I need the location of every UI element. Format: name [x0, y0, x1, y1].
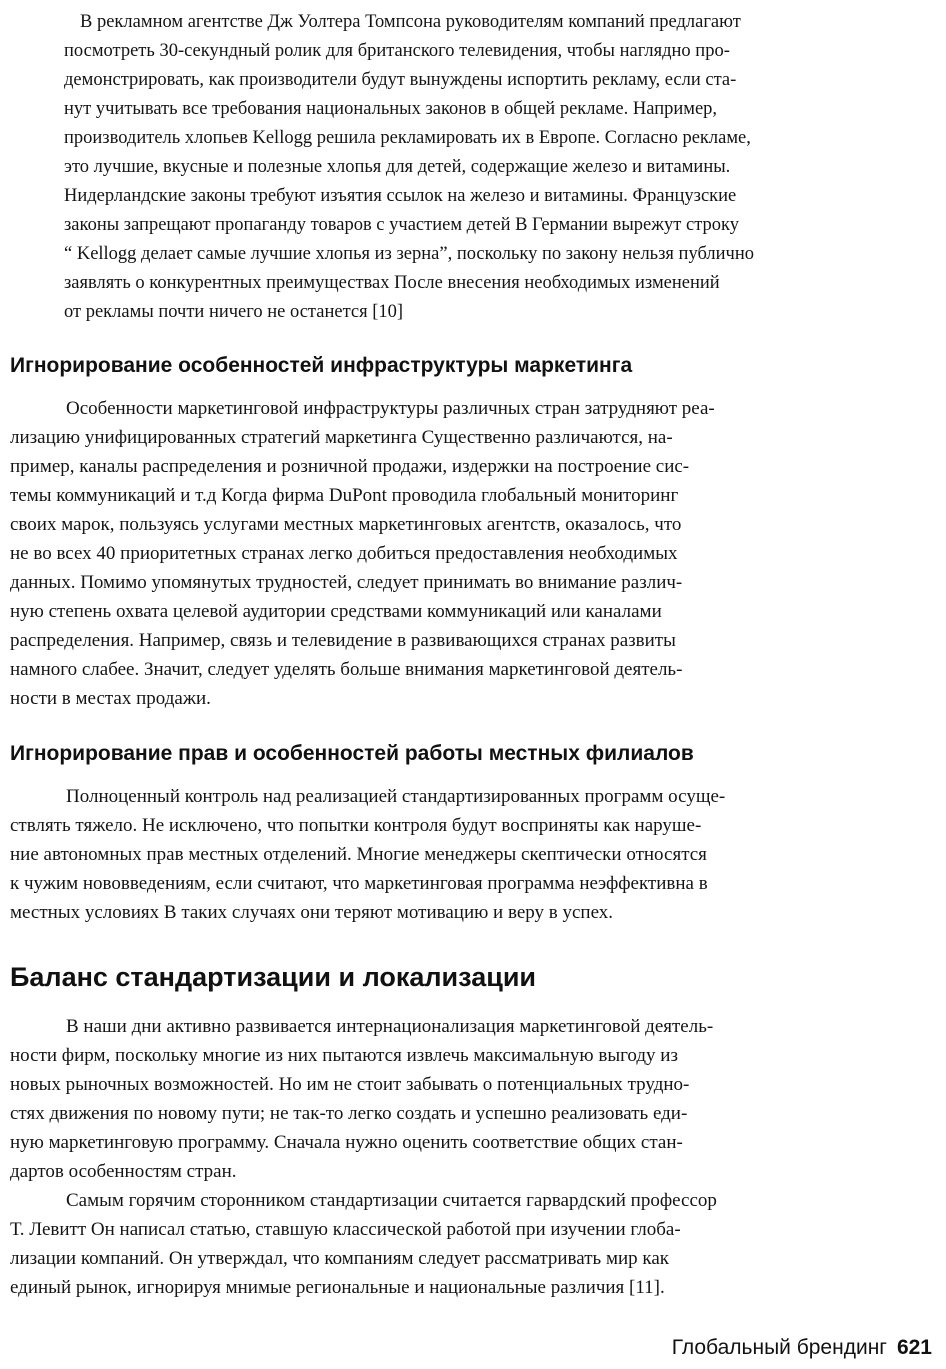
body-line: лизацию унифицированных стратегий маркетинга Существенно различаются, на- [10, 427, 673, 448]
box-line: это лучшие, вкусные и полезные хлопья для детей, содержащие железо и витамины. [64, 157, 731, 177]
box-line: от рекламы почти ничего не останется [10] [64, 302, 404, 322]
body-line: Самым горячим сторонником стандартизации считается гарвардский профессор [66, 1190, 717, 1211]
chapter-heading-balance: Баланс стандартизации и локализации [10, 962, 537, 992]
body-line: ную маркетинговую программу. Сначала нужно оценить соответствие общих стан- [10, 1132, 683, 1153]
body-line: Полноценный контроль над реализацией стандартизированных программ осуще- [66, 786, 726, 807]
body-line: стях движения по новому пути; не так-то легко создать и успешно реализовать еди- [10, 1103, 688, 1124]
box-line: производитель хлопьев Kellogg решила рекламировать их в Европе. Согласно рекламе, [64, 128, 751, 148]
body-line: ную степень охвата целевой аудитории средствами коммуникаций или каналами [10, 601, 662, 622]
body-line: ности фирм, поскольку многие из них пытаются извлечь максимальную выгоду из [10, 1045, 678, 1066]
body-line: новых рыночных возможностей. Но им не стоит забывать о потенциальных трудно- [10, 1074, 690, 1095]
body-line: не во всех 40 приоритетных странах легко добиться предоставления необходимых [10, 543, 678, 564]
box-line: законы запрещают пропаганду товаров с участием детей В Германии вырежут строку [64, 215, 740, 235]
page-footer [672, 1334, 932, 1362]
body-line: единый рынок, игнорируя мнимые региональные и национальные различия [11]. [10, 1277, 665, 1298]
body-line: Т. Левитт Он написал статью, ставшую классической работой при изучении глоба- [10, 1219, 681, 1240]
box-line: нут учитывать все требования национальных законов в общей рекламе. Например, [64, 99, 718, 119]
section-heading-local-branches: Игнорирование прав и особенностей работы местных филиалов [10, 742, 694, 765]
body-line: лизации компаний. Он утверждал, что компаниям следует рассматривать мир как [10, 1248, 669, 1269]
box-line: заявлять о конкурентных преимуществах После внесения необходимых изменений [64, 273, 720, 293]
running-title: Глобальный брендинг [671, 1336, 887, 1359]
box-line: В рекламном агентстве Дж Уолтера Томпсона руководителям компаний предлагают [80, 12, 741, 32]
body-line: Особенности маркетинговой инфраструктуры различных стран затрудняют реа- [66, 398, 715, 419]
body-line: местных условиях В таких случаях они теряют мотивацию и веру в успех. [10, 902, 614, 923]
box-line: посмотреть 30-секундный ролик для британского телевидения, чтобы наглядно про- [64, 41, 730, 61]
body-line: данных. Помимо упомянутых трудностей, следует принимать во внимание различ- [10, 572, 683, 593]
body-line: своих марок, пользуясь услугами местных маркетинговых агентств, оказалось, что [10, 514, 682, 535]
page-number: 621 [896, 1336, 932, 1359]
box-line: демонстрировать, как производители будут вынуждены испортить рекламу, если ста- [64, 70, 737, 90]
body-line: распределения. Например, связь и телевидение в развивающихся странах развиты [10, 630, 676, 651]
box-line: “ Kellogg делает самые лучшие хлопья из зерна”, поскольку по закону нельзя публично [64, 244, 755, 264]
body-line: ние автономных прав местных отделений. Многие менеджеры скептически относятся [10, 844, 707, 865]
body-line: В наши дни активно развивается интернационализация маркетинговой деятель- [66, 1016, 714, 1037]
body-line: темы коммуникаций и т.д Когда фирма DuPont проводила глобальный мониторинг [10, 485, 679, 506]
body-line: дартов особенностям стран. [10, 1161, 237, 1182]
body-line: к чужим нововведениям, если считают, что маркетинговая программа неэффективна в [10, 873, 708, 894]
body-line: намного слабее. Значит, следует уделять больше внимания маркетинговой деятель- [10, 659, 683, 680]
box-line: Нидерландские законы требуют изъятия ссылок на железо и витамины. Французские [64, 186, 737, 206]
body-line: ности в местах продажи. [10, 688, 211, 709]
section-heading-infrastructure: Игнорирование особенностей инфраструктуры маркетинга [10, 354, 633, 377]
body-line: ствлять тяжело. Не исключено, что попытки контроля будут восприняты как наруше- [10, 815, 702, 836]
body-line: пример, каналы распределения и розничной продажи, издержки на построение сис- [10, 456, 690, 477]
